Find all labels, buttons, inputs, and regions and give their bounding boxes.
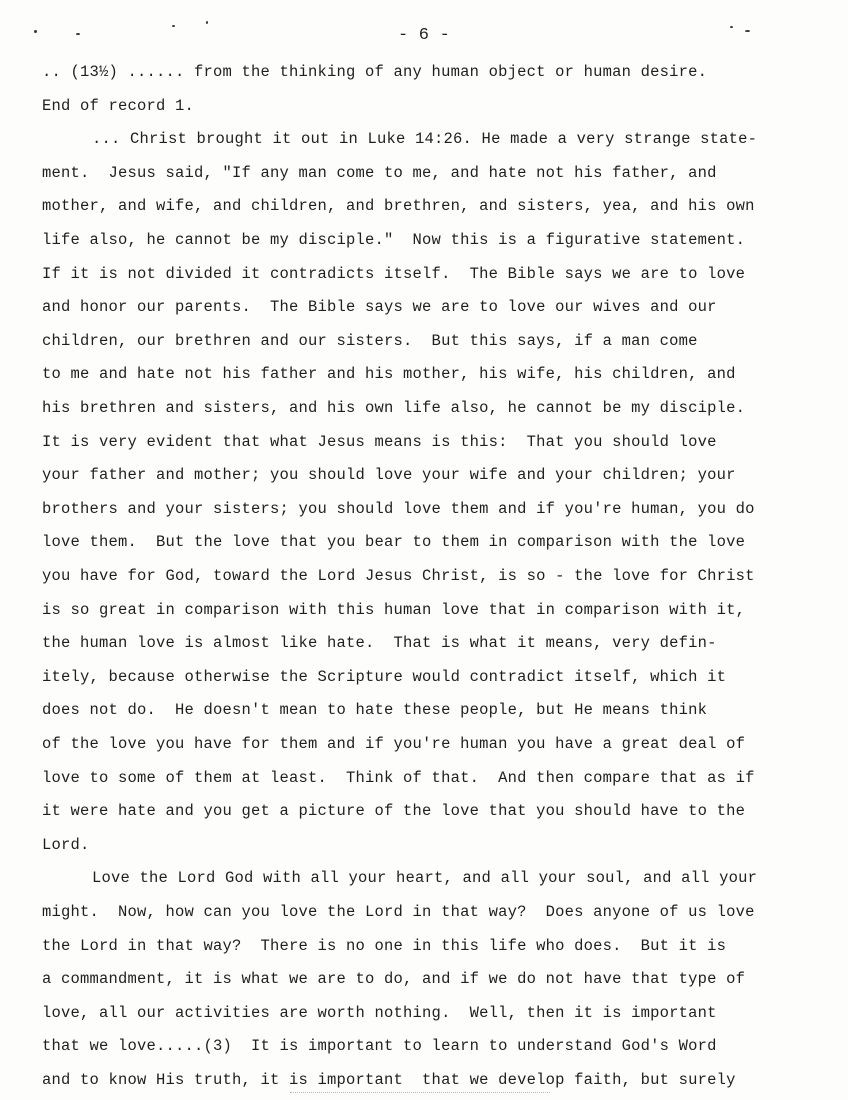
text-line: children, our brethren and our sisters. But this says, if a man come (42, 331, 698, 350)
text-line: itely, because otherwise the Scripture would contradict itself, which it (42, 667, 727, 686)
text-line: and honor our parents. The Bible says we are to love our wives and our (42, 298, 717, 317)
text-line: the human love is almost like hate. That is what it means, very defin- (42, 634, 717, 653)
text-line: you have for God, toward the Lord Jesus Christ, is so - the love for Christ (42, 567, 755, 585)
text-line: the Lord in that way? There is no one in this life who does. But it is (42, 936, 727, 955)
text-line: It is very evident that what Jesus means is this: That you should love (42, 432, 717, 451)
text-line: brothers and your sisters; you should love them and if you're human, you do (42, 499, 755, 518)
text-line: .. (13½) ...... from the thinking of any human object or human desire. (42, 63, 708, 81)
text-line: End of record 1. (42, 96, 195, 115)
scan-bottom-edge (290, 1092, 550, 1097)
text-line: that we love.....(3) It is important to learn to understand God's Word (42, 1037, 717, 1056)
text-line: a commandment, it is what we are to do, and if we do not have that type of (42, 970, 746, 989)
text-line: ment. Jesus said, "If any man come to me, and hate not his father, and (42, 163, 717, 182)
text-line: mother, and wife, and children, and brethren, and sisters, yea, and his own (42, 197, 755, 216)
text-line: it were hate and you get a picture of the love that you should have to the (42, 802, 746, 821)
text-line: Love the Lord God with all your heart, and all your soul, and all your (92, 869, 758, 888)
text-line: your father and mother; you should love your wife and your children; your (42, 466, 736, 485)
page-number: - 6 - (397, 26, 450, 45)
text-line: and to know His truth, it is important that we develop faith, but surely (42, 1071, 736, 1089)
text-line: his brethren and sisters, and his own life also, he cannot be my disciple. (42, 399, 746, 417)
text-line: to me and hate not his father and his mother, his wife, his children, and (42, 365, 736, 384)
text-line: love, all our activities are worth nothing. Well, then it is important (42, 1003, 717, 1022)
text-line: is so great in comparison with this human love that in comparison with it, (42, 600, 746, 619)
text-line: ... Christ brought it out in Luke 14:26. He made a very strange state- (92, 130, 758, 149)
text-line: love to some of them at least. Think of that. And then compare that as if (42, 768, 755, 787)
text-line: love them. But the love that you bear to them in comparison with the love (42, 533, 746, 552)
text-line: Lord. (42, 835, 90, 854)
text-line: does not do. He doesn't mean to hate these people, but He means think (42, 701, 708, 720)
text-line: life also, he cannot be my disciple." Now this is a figurative statement. (42, 231, 746, 249)
text-line: of the love you have for them and if you're human you have a great deal of (42, 735, 746, 753)
text-line: might. Now, how can you love the Lord in that way? Does anyone of us love (42, 903, 755, 921)
text-line: If it is not divided it contradicts itself. The Bible says we are to love (42, 264, 746, 283)
scan-speck (206, 21, 208, 24)
